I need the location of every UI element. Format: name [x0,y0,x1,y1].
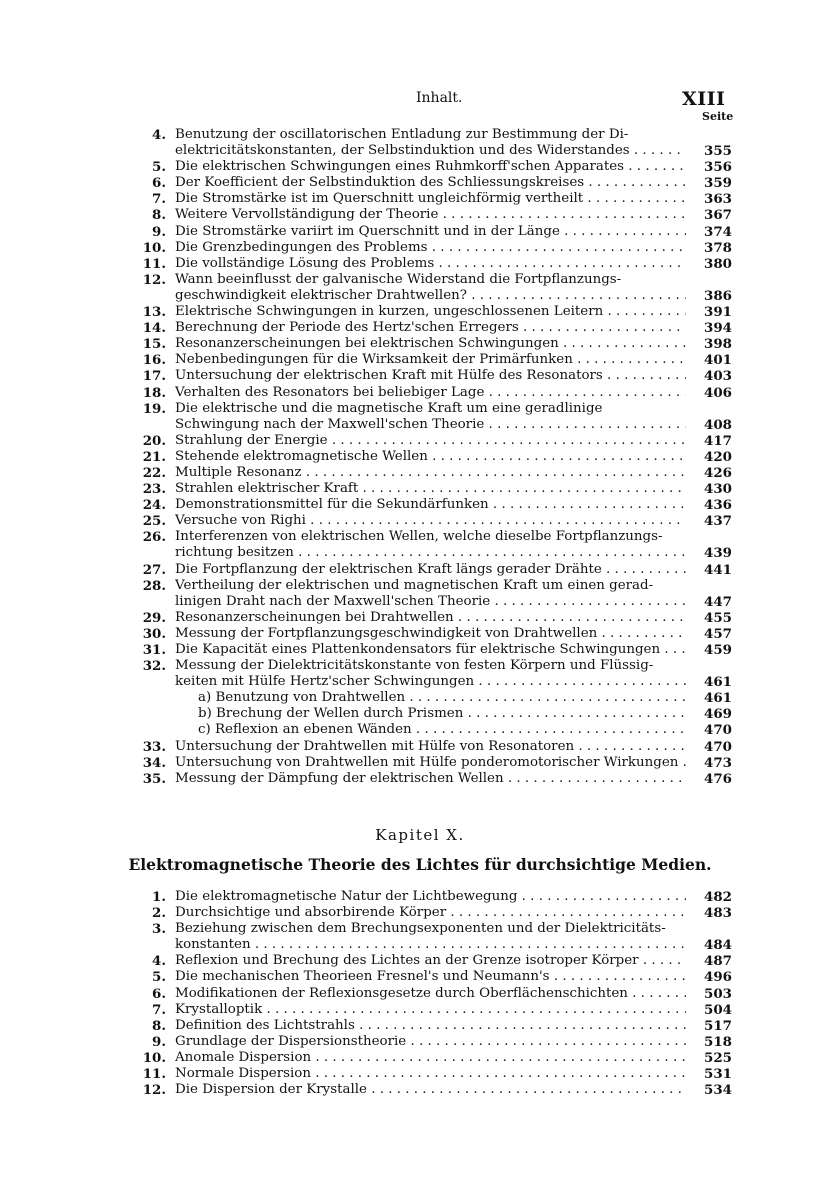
toc-entry-line [140,240,732,256]
toc-entry-number: 18. [142,384,166,401]
toc-entry-title: Die Fortpflanzung der elektrischen Kraft längs gerader Drähte . . . [175,562,686,578]
toc-entry-number: 7. [152,1001,166,1018]
toc-entry-line [140,545,732,561]
toc-entry-line [140,256,732,272]
toc-entry-title: Reflexion und Brechung des Lichtes an der Grenze isotroper Körper . . . [175,953,686,969]
toc-entry-title: Nebenbedingungen für die Wirksamkeit der Primärfunken . . . [175,352,686,368]
toc-entry-line [140,578,732,594]
toc-entry-number: 10. [142,1049,166,1066]
toc-entry-number: 32. [142,658,166,675]
toc-entry-title: Die Stromstärke ist im Querschnitt ungleichförmig vertheilt . . . [175,191,686,207]
toc-entry-page: 430 [704,481,732,498]
toc-entry-number: 21. [142,448,166,465]
toc-entry-line [140,610,732,626]
toc-entry-page: 484 [704,937,732,954]
toc-entry-title: Elektrische Schwingungen in kurzen, ungeschlossenen Leitern . . . [175,304,686,320]
toc-entry-line [140,433,732,449]
toc-entry-page: 436 [704,497,732,514]
toc-entry-line [140,905,732,921]
toc-entry-number: 19. [142,400,166,417]
toc-entry-number: 34. [142,754,166,771]
toc-entry-line [140,352,732,368]
toc-entry-line [140,626,732,642]
toc-entry-page: 417 [704,432,732,449]
toc-entry-page: 470 [704,722,732,739]
toc-entry-line [140,690,732,706]
toc-entry-page: 525 [704,1049,732,1066]
toc-entry-page: 380 [704,255,732,272]
toc-entry-title: Normale Dispersion . . . [175,1066,686,1082]
toc-entry-line [140,1018,732,1034]
toc-entry-title: konstanten . . . [175,937,686,953]
toc-entry-number: 2. [152,905,166,922]
toc-entry-title: keiten mit Hülfe Hertz'scher Schwingungen . . . [175,674,686,690]
toc-entry-number: 5. [152,969,166,986]
toc-entry-title: elektricitätskonstanten, der Selbstinduktion und des Widerstandes . . . [175,143,686,159]
toc-entry-line [140,497,732,513]
toc-entry-title: a) Benutzung von Drahtwellen . . . [198,690,686,706]
toc-entry-line [140,143,732,159]
toc-entry-page: 401 [704,352,732,369]
toc-entry-title: Definition des Lichtstrahls . . . [175,1018,686,1034]
toc-entry-line [140,658,732,674]
toc-entry-line [140,127,732,143]
toc-entry-line [140,272,732,288]
toc-entry-title: Die Grenzbedingungen des Problems . . . [175,240,686,256]
toc-entry-line [140,674,732,690]
toc-entry-number: 31. [142,642,166,658]
toc-entry-page: 517 [704,1017,732,1034]
toc-entry-line [140,320,732,336]
toc-entry-title: Verhalten des Resonators bei beliebiger Lage . . . [175,385,686,401]
toc-entry-line [140,191,732,207]
toc-entry-number: 8. [152,207,166,224]
toc-entry-number: 4. [152,953,166,970]
toc-entry-title: Weitere Vervollständigung der Theorie . . . [175,207,686,223]
toc-entry-line [140,449,732,465]
toc-entry-title: Untersuchung von Drahtwellen mit Hülfe ponderomotorischer Wirkungen . . . [175,755,686,771]
toc-entry-line [140,288,732,304]
toc-entry-page: 473 [704,754,732,771]
toc-entry-page: 487 [704,953,732,970]
toc-entry-line [140,304,732,320]
toc-entry-page: 534 [704,1082,732,1099]
toc-entry-number: 1. [152,889,166,905]
toc-entry-line [140,642,732,658]
toc-entry-line [140,513,732,529]
toc-entry-line [140,1050,732,1066]
toc-entry-line [140,159,732,175]
toc-entry-title: Die Stromstärke variirt im Querschnitt und in der Länge . . . [175,224,686,240]
toc-entry-number: 9. [152,1033,166,1050]
toc-entry-line [140,336,732,352]
toc-entry-line [140,175,732,191]
seite-column-label: Seite [702,110,734,123]
toc-entry-title: Die Kapacität eines Plattenkondensators für elektrische Schwingungen . . . [175,642,686,658]
toc-entry-number: 26. [142,529,166,546]
toc-entry-title: Die vollständige Lösung des Problems . . . [175,256,686,272]
toc-entry-page: 394 [704,320,732,337]
toc-entry-title: Benutzung der oscillatorischen Entladung zur Bestimmung der Di- [175,127,629,142]
toc-entry-page: 378 [704,239,732,256]
toc-entry-line [140,207,732,223]
toc-entry-page: 531 [704,1066,732,1083]
toc-entry-number: 30. [142,625,166,642]
toc-entry-number: 8. [152,1017,166,1034]
toc-entry-title: Die mechanischen Theorieen Fresnel's und Neumann's . . . [175,969,686,985]
toc-entry-number: 3. [152,921,166,938]
toc-entry-page: 455 [704,609,732,626]
toc-entry-title: Grundlage der Dispersionstheorie . . . [175,1034,686,1050]
toc-entry-title: Strahlen elektrischer Kraft . . . [175,481,686,497]
toc-entry-title: Interferenzen von elektrischen Wellen, welche dieselbe Fortpflanzungs- [175,529,663,545]
toc-entry-title: Berechnung der Periode des Hertz'schen Erregers . . . [175,320,686,336]
toc-entry-line [140,937,732,953]
toc-entry-title: Messung der Dämpfung der elektrischen Wellen . . . [175,771,686,787]
toc-entry-line [140,385,732,401]
toc-entry-page: 476 [704,770,732,787]
toc-entry-line [140,771,732,787]
toc-entry-line [140,889,732,905]
toc-entry-number: 12. [142,1082,166,1099]
toc-entry-title: Resonanzerscheinungen bei elektrischen Schwingungen . . . [175,336,686,352]
toc-entry-line [140,722,732,738]
toc-entry-line [140,401,732,417]
toc-entry-line [140,921,732,937]
toc-entry-page: 504 [704,1001,732,1018]
toc-entry-line [140,739,732,755]
toc-entry-title: richtung besitzen . . . [175,545,686,561]
toc-entry-page: 518 [704,1033,732,1050]
toc-entry-page: 386 [704,287,732,304]
toc-entry-title: b) Brechung der Wellen durch Prismen . . . [198,706,686,722]
toc-entry-title: Schwingung nach der Maxwell'schen Theorie . . . [175,417,686,433]
toc-entry-title: linigen Draht nach der Maxwell'schen Theorie . . . [175,594,686,610]
toc-entry-page: 367 [704,207,732,224]
toc-entry-title: geschwindigkeit elektrischer Drahtwellen? . . . [175,288,686,304]
toc-entry-line [140,417,732,433]
chapter-title: Elektromagnetische Theorie des Lichtes für durchsichtige Medien. [128,855,712,874]
toc-entry-page: 406 [704,384,732,401]
toc-entry-page: 437 [704,513,732,530]
toc-entry-page: 426 [704,464,732,481]
toc-entry-number: 13. [142,304,166,321]
toc-entry-number: 16. [142,352,166,369]
toc-entry-title: Durchsichtige und absorbirende Körper . . . [175,905,686,921]
toc-entry-page: 482 [704,889,732,905]
toc-entry-number: 35. [142,770,166,787]
toc-entry-number: 7. [152,191,166,208]
toc-entry-line [140,529,732,545]
chapter-label: Kapitel X. [375,826,465,844]
toc-entry-number: 33. [142,738,166,755]
toc-entry-number: 11. [142,255,166,272]
toc-entry-page: 359 [704,175,732,192]
toc-entry-number: 25. [142,513,166,530]
toc-entry-number: 10. [142,239,166,256]
toc-entry-line [140,465,732,481]
toc-entry-line [140,969,732,985]
toc-entry-number: 5. [152,159,166,176]
toc-entry-line [140,562,732,578]
toc-entry-line [140,1034,732,1050]
toc-entry-number: 28. [142,577,166,594]
toc-entry-title: Die elektrischen Schwingungen eines Ruhmkorff'schen Apparates . . . [175,159,686,175]
toc-entry-title: Messung der Dielektricitätskonstante von festen Körpern und Flüssig- [175,658,654,674]
toc-entry-page: 459 [704,642,732,658]
toc-entry-page: 447 [704,593,732,610]
toc-entry-number: 6. [152,985,166,1002]
toc-entry-number: 11. [142,1066,166,1083]
toc-entry-title: Anomale Dispersion . . . [175,1050,686,1066]
toc-entry-line [140,706,732,722]
toc-list-chapter-10 [140,889,732,1098]
toc-entry-title: Die Dispersion der Krystalle . . . [175,1082,686,1098]
toc-entry-number: 4. [152,127,166,143]
toc-entry-number: 22. [142,464,166,481]
toc-entry-title: Messung der Fortpflanzungsgeschwindigkeit von Drahtwellen . . . [175,626,686,642]
toc-entry-number: 29. [142,609,166,626]
toc-entry-page: 408 [704,416,732,433]
toc-entry-page: 363 [704,191,732,208]
toc-entry-page: 398 [704,336,732,353]
toc-entry-title: Stehende elektromagnetische Wellen . . . [175,449,686,465]
toc-entry-page: 469 [704,706,732,723]
toc-entry-title: Der Koefficient der Selbstinduktion des Schliessungskreises . . . [175,175,686,191]
toc-entry-title: Wann beeinflusst der galvanische Widerstand die Fortpflanzungs- [175,271,622,287]
toc-entry-number: 14. [142,320,166,337]
toc-entry-page: 420 [704,448,732,465]
toc-entry-page: 439 [704,545,732,562]
toc-entry-number: 23. [142,481,166,498]
toc-entry-title: Resonanzerscheinungen bei Drahtwellen . . . [175,610,686,626]
toc-entry-line [140,755,732,771]
toc-list-chapter-9 [140,127,732,787]
toc-entry-page: 391 [704,304,732,321]
toc-entry-page: 355 [704,143,732,160]
toc-entry-page: 461 [704,690,732,707]
running-header-title: Inhalt. [416,90,463,106]
toc-entry-number: 17. [142,368,166,385]
toc-entry-title: Demonstrationsmittel für die Sekundärfunken . . . [175,497,686,513]
toc-entry-title: Krystalloptik . . . [175,1002,686,1018]
toc-entry-title: Untersuchung der Drahtwellen mit Hülfe von Resonatoren . . . [175,739,686,755]
toc-entry-number: 24. [142,497,166,514]
toc-entry-title: Die elektrische und die magnetische Kraft um eine geradlinige [175,400,603,416]
toc-entry-line [140,594,732,610]
toc-entry-title: Vertheilung der elektrischen und magnetischen Kraft um einen gerad- [175,577,654,593]
toc-entry-line [140,953,732,969]
toc-entry-title: Beziehung zwischen dem Brechungsexponenten und der Dielektricitäts- [175,921,666,937]
toc-entry-number: 9. [152,223,166,240]
toc-entry-line [140,481,732,497]
toc-entry-number: 6. [152,175,166,192]
toc-entry-page: 470 [704,738,732,755]
toc-entry-line [140,1082,732,1098]
toc-entry-line [140,986,732,1002]
toc-entry-line [140,368,732,384]
toc-entry-page: 503 [704,985,732,1002]
toc-entry-number: 12. [142,271,166,288]
toc-entry-page: 483 [704,905,732,922]
toc-entry-title: Modifikationen der Reflexionsgesetze durch Oberflächenschichten . . . [175,986,686,1002]
toc-entry-page: 403 [704,368,732,385]
toc-entry-title: c) Reflexion an ebenen Wänden . . . [198,722,686,738]
toc-entry-title: Untersuchung der elektrischen Kraft mit Hülfe des Resonators . . . [175,368,686,384]
toc-entry-line [140,1066,732,1082]
toc-entry-line [140,224,732,240]
toc-entry-page: 457 [704,625,732,642]
toc-entry-page: 441 [704,561,732,578]
toc-entry-page: 356 [704,159,732,176]
toc-entry-number: 20. [142,432,166,449]
toc-entry-number: 15. [142,336,166,353]
toc-entry-page: 374 [704,223,732,240]
toc-entry-page: 461 [704,674,732,691]
toc-entry-number: 27. [142,561,166,578]
page-number: XIII [682,88,726,110]
toc-entry-page: 496 [704,969,732,986]
toc-entry-title: Die elektromagnetische Natur der Lichtbewegung . . . [175,889,686,905]
toc-entry-line [140,1002,732,1018]
toc-entry-title: Versuche von Righi . . . [175,513,686,529]
toc-entry-title: Strahlung der Energie . . . [175,433,686,449]
toc-entry-title: Multiple Resonanz . . . [175,465,686,481]
